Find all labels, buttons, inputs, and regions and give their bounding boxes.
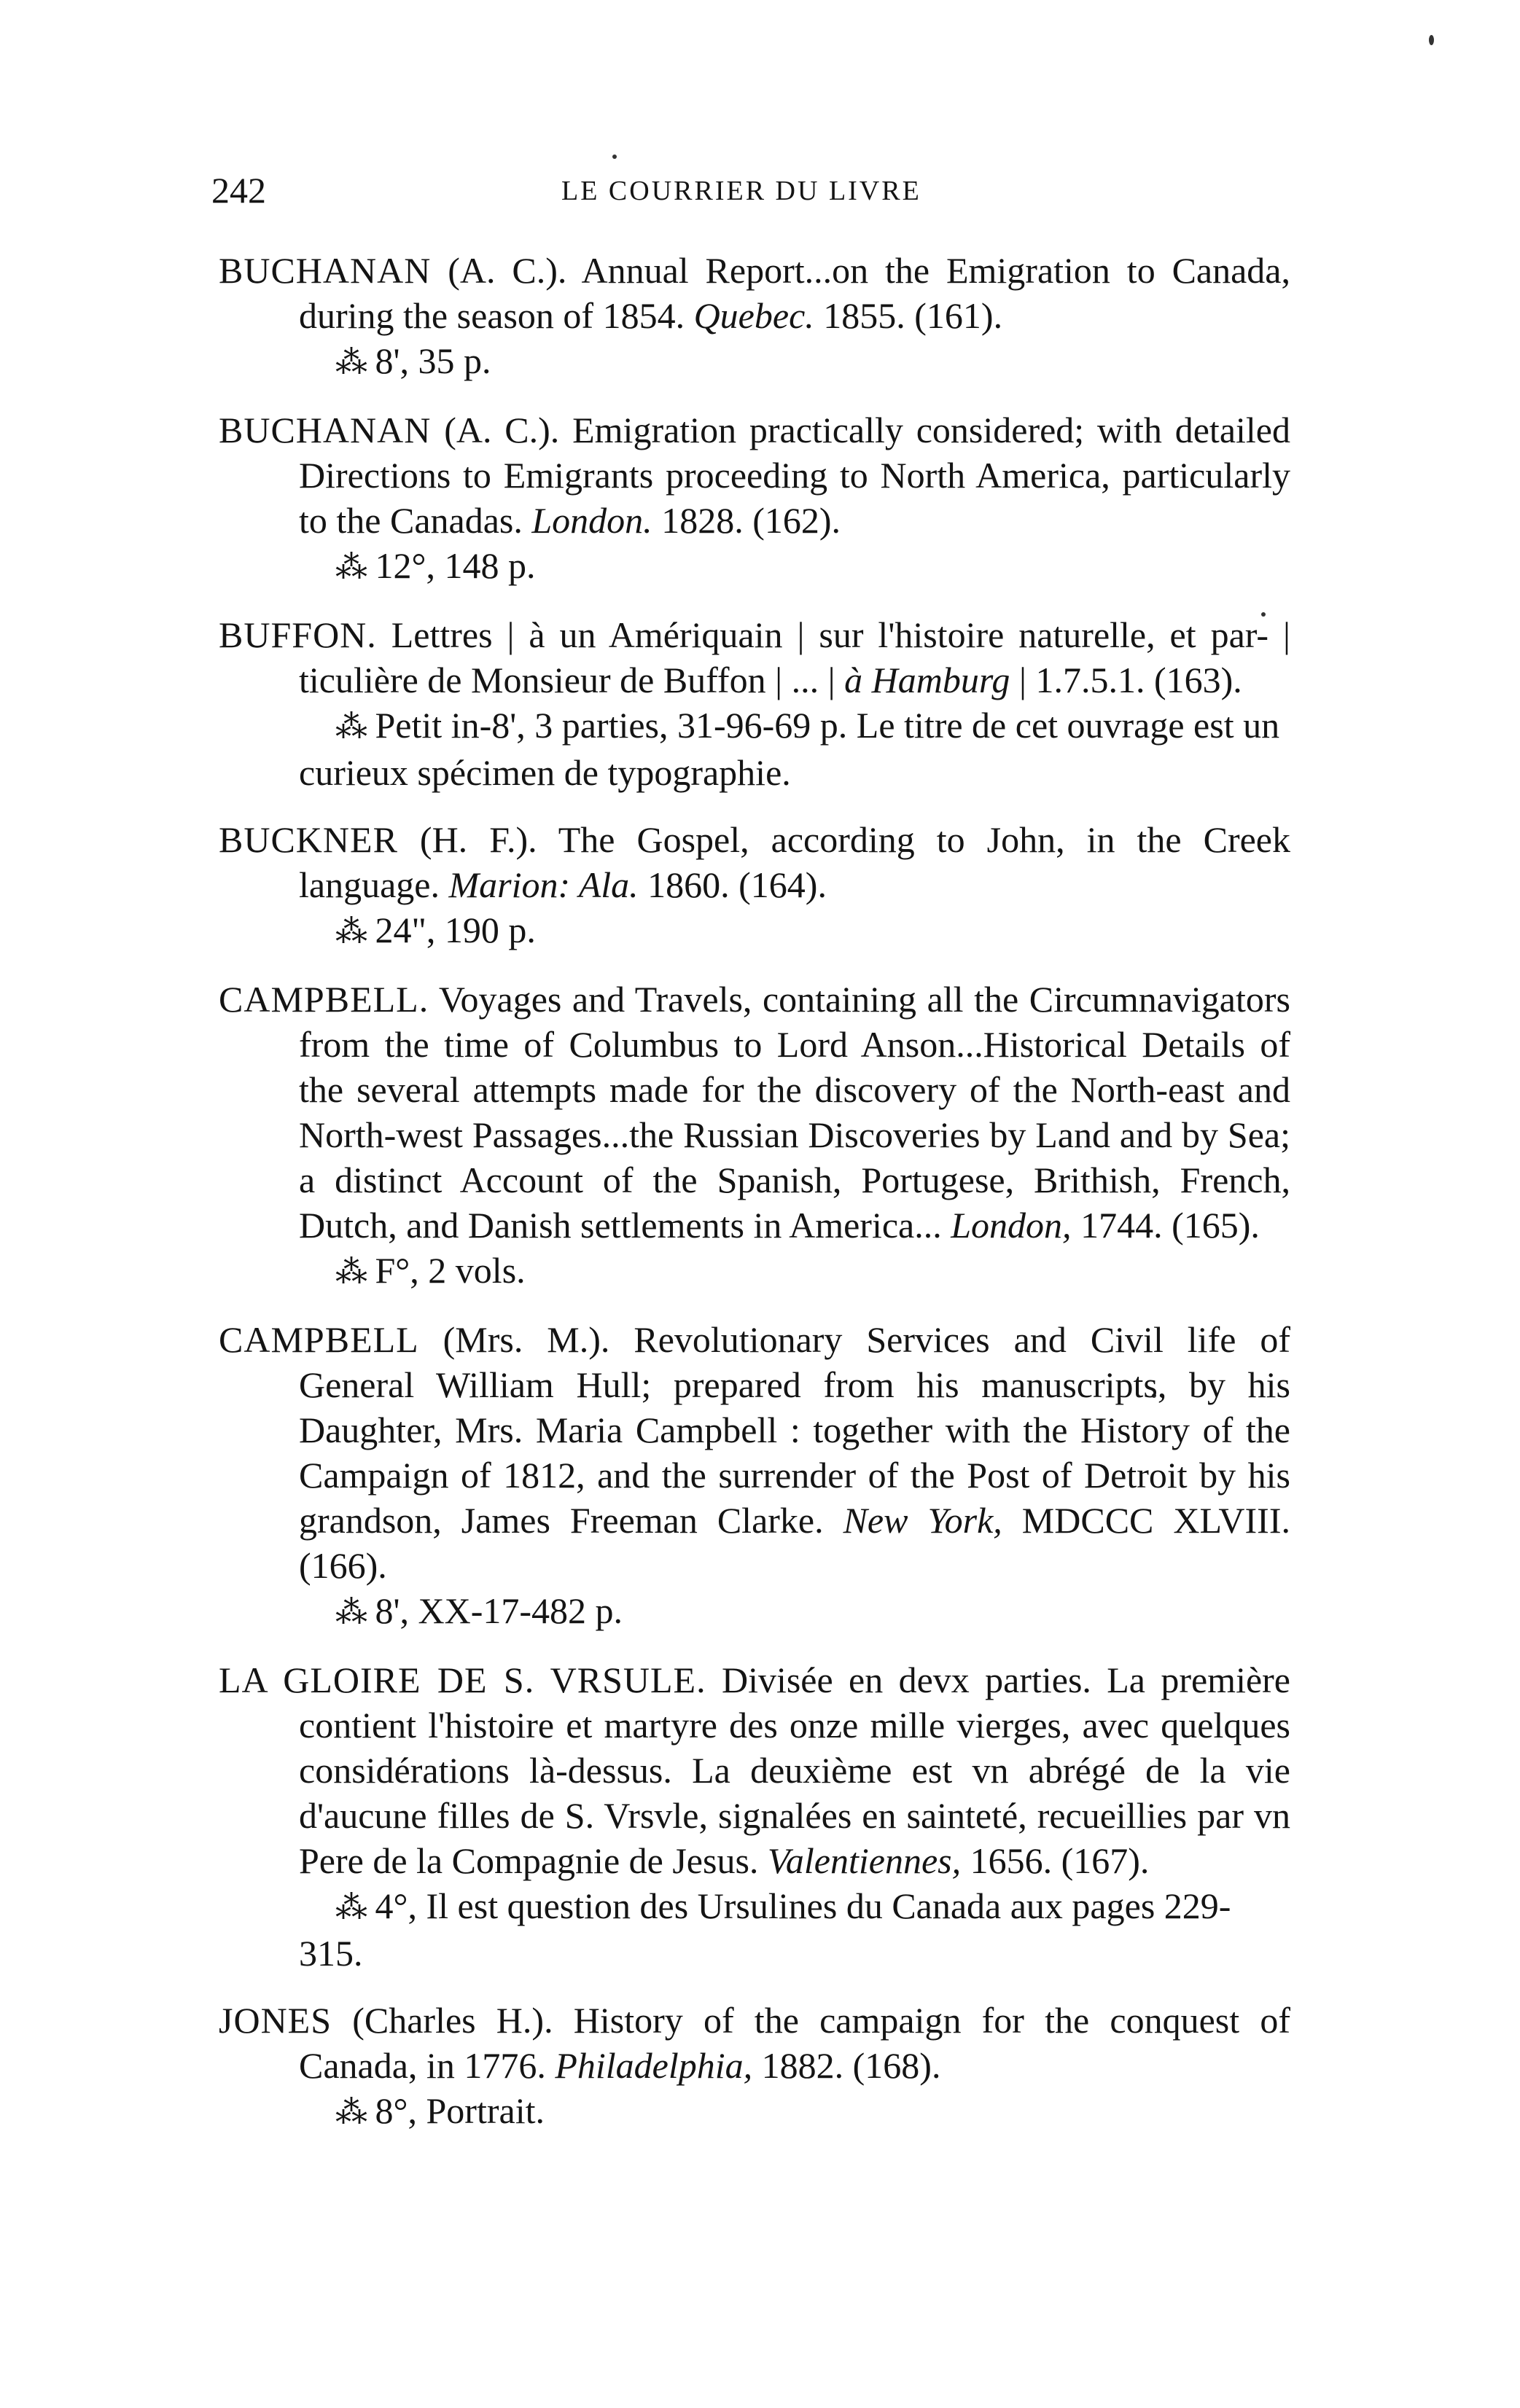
bibliography-entry [219, 1657, 1290, 1976]
entry-date-number: 1656. (167). [961, 1840, 1150, 1881]
entry-description: (A. C.). Annual Report...on the Emigration to Canada, during the season of 1854. [299, 250, 1290, 336]
entry-note [219, 703, 1290, 795]
entry-note-text: 8', 35 p. [366, 340, 491, 381]
entry-note [219, 907, 1290, 955]
entry-note [219, 2088, 1290, 2135]
bibliography-entry [219, 248, 1290, 386]
bibliography-entry [219, 977, 1290, 1295]
ink-speck [612, 155, 617, 159]
entry-note [219, 1588, 1290, 1635]
entry-author: BUCHANAN [219, 410, 432, 450]
entry-author: CAMPBELL [219, 1319, 419, 1360]
bibliography-entry [219, 1317, 1290, 1635]
asterism-icon: ⁂ [335, 1595, 366, 1630]
entry-citation [219, 612, 1290, 703]
entry-place: à Hamburg [844, 660, 1010, 700]
entry-place: New York, [843, 1500, 1002, 1541]
asterism-icon: ⁂ [335, 345, 366, 380]
entry-note-text: F°, 2 vols. [366, 1250, 526, 1291]
entry-citation [219, 1317, 1290, 1588]
entry-author: BUCKNER [219, 819, 398, 860]
entry-date-number: MDCCC XLVIII. (166). [299, 1500, 1290, 1586]
entry-note-text: 8°, Portrait. [366, 2090, 545, 2131]
asterism-icon: ⁂ [335, 914, 366, 950]
entry-description: (Charles H.). History of the campaign for the conquest of Canada, in 1776. [299, 2000, 1290, 2086]
bibliography-entry [219, 1998, 1290, 2135]
entry-description: Divisée en devx parties. La première contient l'histoire et martyre des onze mille vierges, avec quelques considérations là-dessus. La deuxième est vn abrégé de la vie d'aucune filles de S. Vrsvle, signalées en sainteté, recueillies par vn Pere de la Compagnie de Jesus. [299, 1660, 1290, 1881]
entry-date-number: 1744. (165). [1071, 1205, 1260, 1246]
running-title: LE COURRIER DU LIVRE [561, 176, 921, 206]
entry-note-text: 24", 190 p. [366, 910, 536, 950]
entry-citation [219, 977, 1290, 1248]
bibliography-entry [219, 407, 1290, 590]
entry-citation [219, 407, 1290, 543]
entry-author: BUFFON. [219, 614, 377, 655]
entry-description: Voyages and Travels, containing all the Circumnavigators from the time of Columbus to Lord Anson...Historical Details of the several attempts made for the discovery of the North-east and North-west Passages...the Russian Discoveries by Land and by Sea; a distinct Account of the Spanish, Portugese, Brithish, French, Dutch, and Danish settlements in America... [299, 979, 1290, 1246]
page-number: 242 [211, 170, 266, 211]
entry-citation [219, 1998, 1290, 2088]
bibliography-list [219, 248, 1290, 2157]
entry-description: Lettres | à un Amériquain | sur l'histoire naturelle, et par- | ticulière de Monsieur de Buffon | ... | [299, 614, 1290, 700]
entry-note [219, 1248, 1290, 1295]
entry-date-number: 1860. (164). [638, 864, 827, 905]
page-header [211, 169, 1305, 220]
asterism-icon: ⁂ [335, 1254, 366, 1290]
entry-note [219, 1883, 1290, 1976]
entry-place: London, [951, 1205, 1072, 1246]
entry-description: (Mrs. M.). Revolutionary Services and Civil life of General William Hull; prepared from his manuscripts, by his Daughter, Mrs. Maria Campbell : together with the History of the Campaign of 1812, and the surrender of the Post of Detroit by his grandson, James Freeman Clarke. [299, 1319, 1290, 1541]
entry-note-text: Petit in-8', 3 parties, 31-96-69 p. Le titre de cet ouvrage est un curieux spécimen de typographie. [299, 705, 1280, 793]
entry-author: LA GLOIRE DE S. VRSULE. [219, 1660, 706, 1700]
asterism-icon: ⁂ [335, 709, 366, 745]
asterism-icon: ⁂ [335, 2095, 366, 2130]
entry-author: CAMPBELL. [219, 979, 429, 1020]
asterism-icon: ⁂ [335, 1890, 366, 1926]
entry-note-text: 12°, 148 p. [366, 545, 536, 586]
ink-speck [1429, 35, 1434, 45]
entry-note-text: 8', XX-17-482 p. [366, 1590, 623, 1631]
entry-citation [219, 1657, 1290, 1883]
bibliography-entry [219, 612, 1290, 795]
bibliography-entry [219, 817, 1290, 955]
entry-author: BUCHANAN [219, 250, 432, 291]
entry-note-text: 4°, Il est question des Ursulines du Canada aux pages 229-315. [299, 1885, 1231, 1974]
entry-note [219, 338, 1290, 386]
entry-date-number: 1882. (168). [752, 2045, 941, 2086]
entry-citation [219, 248, 1290, 338]
entry-date-number: | 1.7.5.1. (163). [1010, 660, 1242, 700]
entry-place: Marion: Ala. [448, 864, 639, 905]
entry-place: Valentiennes, [767, 1840, 962, 1881]
entry-place: Philadelphia, [555, 2045, 753, 2086]
entry-date-number: 1828. (162). [652, 500, 841, 541]
entry-description: (H. F.). The Gospel, according to John, in the Creek language. [299, 819, 1290, 905]
entry-place: Quebec. [693, 295, 814, 336]
entry-description: (A. C.). Emigration practically considered; with detailed Directions to Emigrants proceeding to North America, particularly to the Canadas. [299, 410, 1290, 541]
entry-citation [219, 817, 1290, 907]
entry-date-number: 1855. (161). [814, 295, 1003, 336]
entry-place: London. [531, 500, 652, 541]
entry-note [219, 543, 1290, 590]
asterism-icon: ⁂ [335, 550, 366, 585]
entry-author: JONES [219, 2000, 332, 2041]
